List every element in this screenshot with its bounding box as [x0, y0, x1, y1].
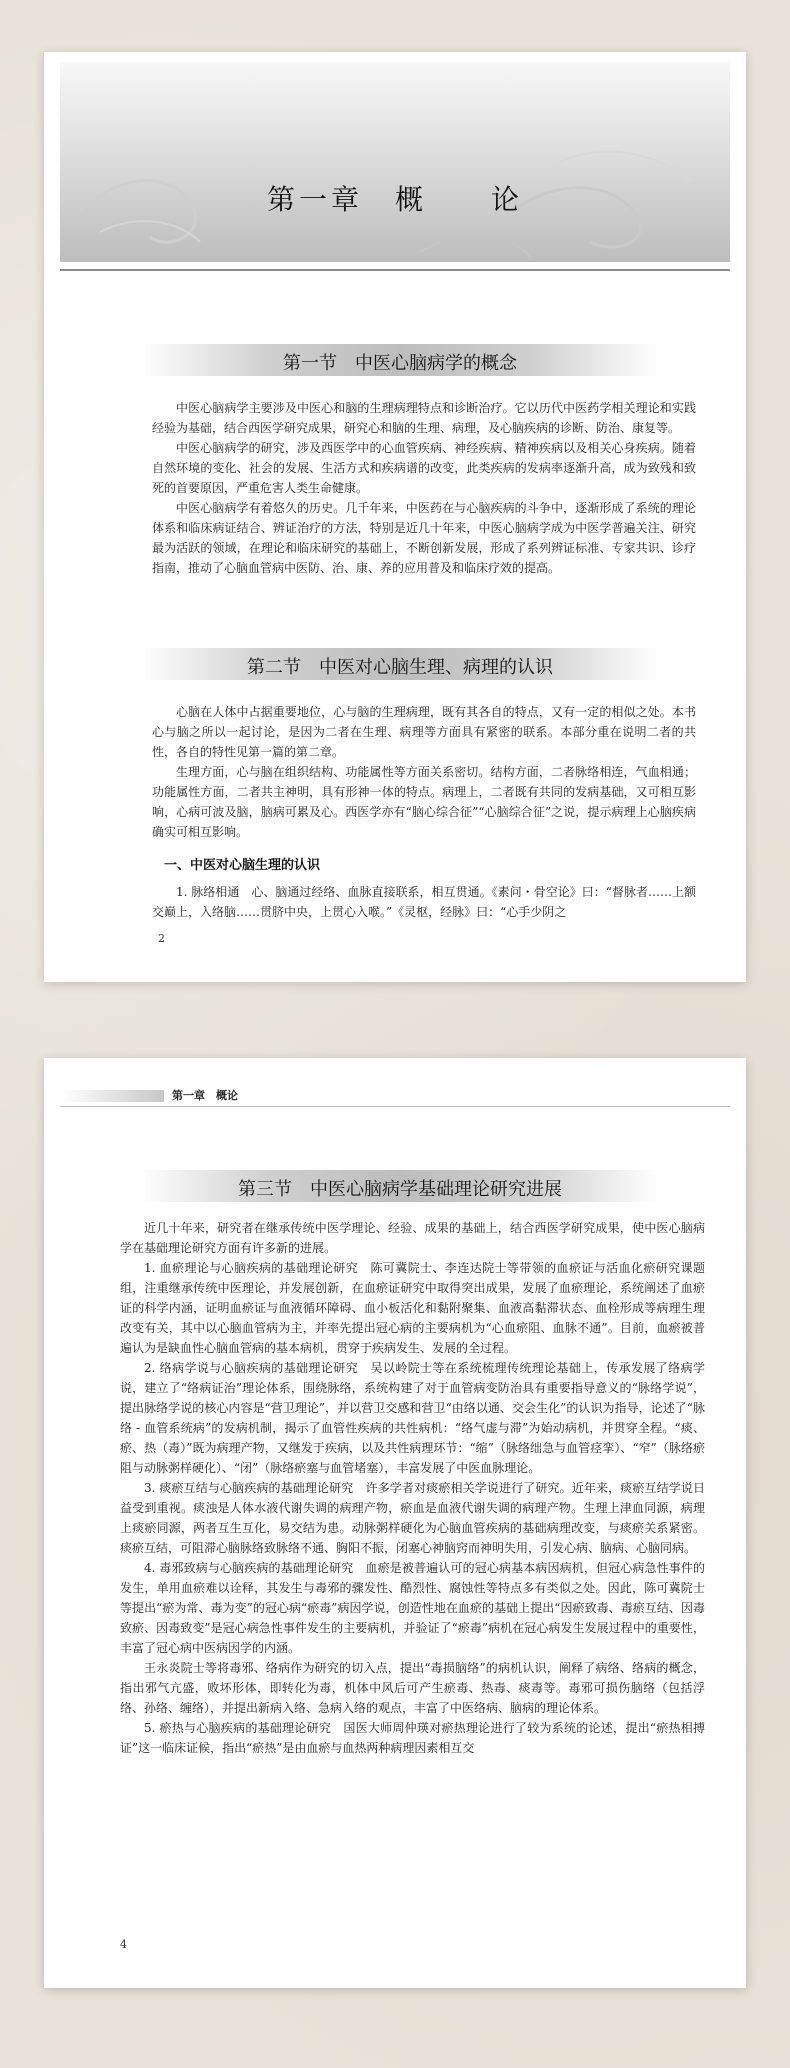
paragraph: 王永炎院士等将毒邪、络病作为研究的切入点，提出“毒损脑络”的病机认识，阐释了病络、络病的概念，指出邪气亢盛，败坏形体，即转化为毒，机体中风后可产生瘀毒、热毒、痰毒等。毒邪可损伤脑络（包括浮络、孙络、缠络），并提出新病入络、急病入络的观点，丰富了中医络病、脑病的理论体系。	[120, 1661, 705, 1715]
chapter-header-band	[60, 62, 730, 262]
book-page-right	[44, 1058, 746, 1988]
section-2-body	[152, 702, 696, 842]
running-head-bar	[60, 1090, 164, 1102]
section-1-body	[152, 398, 696, 578]
section-1-heading	[140, 344, 660, 376]
section-2-heading	[140, 648, 660, 680]
paragraph: 3. 痰瘀互结与心脑疾病的基础理论研究 许多学者对痰瘀相关学说进行了研究。近年来，痰瘀互结学说日益受到重视。痰浊是人体水液代谢失调的病理产物，瘀血是血液代谢失调的病理产物。生理上津血同源，病理上痰瘀同源，两者互生互化，易交结为患。动脉粥样硬化为心脑血管疾病的基础病理改变，与痰瘀关系紧密。痰瘀互结，可阻滞心脑脉络致脉络不通、胸阳不振，闭塞心神脑窍而神明失用，引发心病、脑病、心脑同病。	[120, 1481, 705, 1555]
section-3-body	[120, 1218, 705, 1758]
paragraph: 1. 脉络相通 心、脑通过经络、血脉直接联系，相互贯通。《素问・骨空论》曰：“督脉者……上额交巅上，入络脑……贯脐中央，上贯心入喉。”《灵枢，经脉》曰：“心手少阴之	[152, 885, 696, 919]
book-page-left	[44, 52, 746, 982]
page-number: 4	[120, 1938, 127, 1951]
divider	[60, 269, 730, 271]
section-1-title: 第一节 中医心脑病学的概念	[283, 353, 517, 374]
paragraph: 1. 血瘀理论与心脑疾病的基础理论研究 陈可冀院士、李连达院士等带领的血瘀证与活血化瘀研究课题组，注重继承传统中医理论，并发展创新，在血瘀证研究中取得突出成果，发展了血瘀理论，系统阐述了血瘀证的科学内涵，证明血瘀证与血液循环障碍、血小板活化和黏附聚集、血液高黏滞状态、血栓形成等病理生理改变有关，其中以心脑血管病为主，并率先提出冠心病的主要病机为“心血瘀阻、血脉不通”。目前，血瘀被普遍认为是缺血性心脑血管病的基本病机，贯穿于疾病发生、发展的全过程。	[120, 1261, 705, 1355]
section-2-title: 第二节 中医对心脑生理、病理的认识	[247, 657, 553, 678]
paragraph: 中医心脑病学的研究，涉及西医学中的心血管疾病、神经疾病、精神疾病以及相关心身疾病。随着自然环境的变化、社会的发展、生活方式和疾病谱的改变，此类疾病的发病率逐渐升高，成为致残和致死的首要原因，严重危害人类生命健康。	[152, 441, 696, 495]
running-head: 第一章 概论	[172, 1089, 238, 1102]
divider	[60, 1106, 730, 1107]
page-number: 2	[158, 932, 165, 945]
subsection-body	[152, 882, 696, 922]
paragraph: 近几十年来，研究者在继承传统中医学理论、经验、成果的基础上，结合西医学研究成果，使中医心脑病学在基础理论研究方面有许多新的进展。	[120, 1221, 705, 1255]
paragraph: 2. 络病学说与心脑疾病的基础理论研究 吴以岭院士等在系统梳理传统理论基础上，传承发展了络病学说，建立了“络病证治”理论体系，围绕脉络，系统构建了对于血管病变防治具有重要指导意义的“脉络学说”，提出脉络学说的核心内容是“营卫理论”，并以营卫交感和营卫“由络以通、交会生化”的认识为指导，论述了“脉络 - 血管系统病”的发病机制，揭示了血管性疾病的共性病机：“络气虚与滞”为始动病机，并贯穿全程。“痰、瘀、热（毒）”既为病理产物，又继发于疾病，以及共性病理环节：“缩”（脉络绌急与血管痉挛）、“窄”（脉络瘀阻与动脉粥样硬化）、“闭”（脉络瘀塞与血管堵塞），丰富发展了中医血脉理论。	[120, 1361, 705, 1475]
paragraph: 5. 瘀热与心脑疾病的基础理论研究 国医大师周仲瑛对瘀热理论进行了较为系统的论述，提出“瘀热相搏证”这一临床证候，指出“瘀热”是由血瘀与血热两种病理因素相互交	[120, 1721, 705, 1755]
paragraph: 中医心脑病学有着悠久的历史。几千年来，中医药在与心脑疾病的斗争中，逐渐形成了系统的理论体系和临床病证结合、辨证治疗的方法，特别是近几十年来，中医心脑病学成为中医学普遍关注、研究最为活跃的领域，在理论和临床研究的基础上，不断创新发展，形成了系列辨证标准、专家共识、诊疗指南，推动了心脑血管病中医防、治、康、养的应用普及和临床疗效的提高。	[152, 501, 696, 575]
chapter-title: 第一章 概 论	[266, 183, 523, 216]
cloud-pattern-decoration	[60, 62, 730, 262]
section-3-title: 第三节 中医心脑病学基础理论研究进展	[238, 1179, 562, 1200]
section-3-heading	[140, 1170, 660, 1202]
subheading: 一、中医对心脑生理的认识	[164, 858, 321, 873]
paragraph: 心脑在人体中占据重要地位，心与脑的生理病理，既有其各自的特点，又有一定的相似之处。本书心与脑之所以一起讨论，是因为二者在生理、病理等方面具有紧密的联系。本部分重在说明二者的共性，各自的特性见第一篇的第二章。	[152, 705, 696, 759]
paragraph: 中医心脑病学主要涉及中医心和脑的生理病理特点和诊断治疗。它以历代中医药学相关理论和实践经验为基础，结合西医学研究成果，研究心和脑的生理、病理，及心脑疾病的诊断、防治、康复等。	[152, 401, 696, 435]
paragraph: 4. 毒邪致病与心脑疾病的基础理论研究 血瘀是被普遍认可的冠心病基本病因病机，但冠心病急性事件的发生，单用血瘀难以诠释，其发生与毒邪的骤发性、酷烈性、腐蚀性等特点多有类似之处。因此，陈可冀院士等提出“瘀为常、毒为变”的冠心病“瘀毒”病因学说，创造性地在血瘀的基础上提出“因瘀致毒、毒瘀互结、因毒致瘀、因毒致变”是冠心病急性事件发生的主要病机，并验证了“瘀毒”病机在冠心病发生发展过程中的重要性，丰富了冠心病中医病因学的内涵。	[120, 1561, 705, 1655]
paragraph: 生理方面，心与脑在组织结构、功能属性等方面关系密切。结构方面，二者脉络相连，气血相通；功能属性方面，二者共主神明，具有形神一体的特点。病理上，二者既有共同的发病基础，又可相互影响，心病可波及脑，脑病可累及心。西医学亦有“脑心综合征”“心脑综合征”之说，提示病理上心脑疾病确实可相互影响。	[152, 765, 696, 839]
